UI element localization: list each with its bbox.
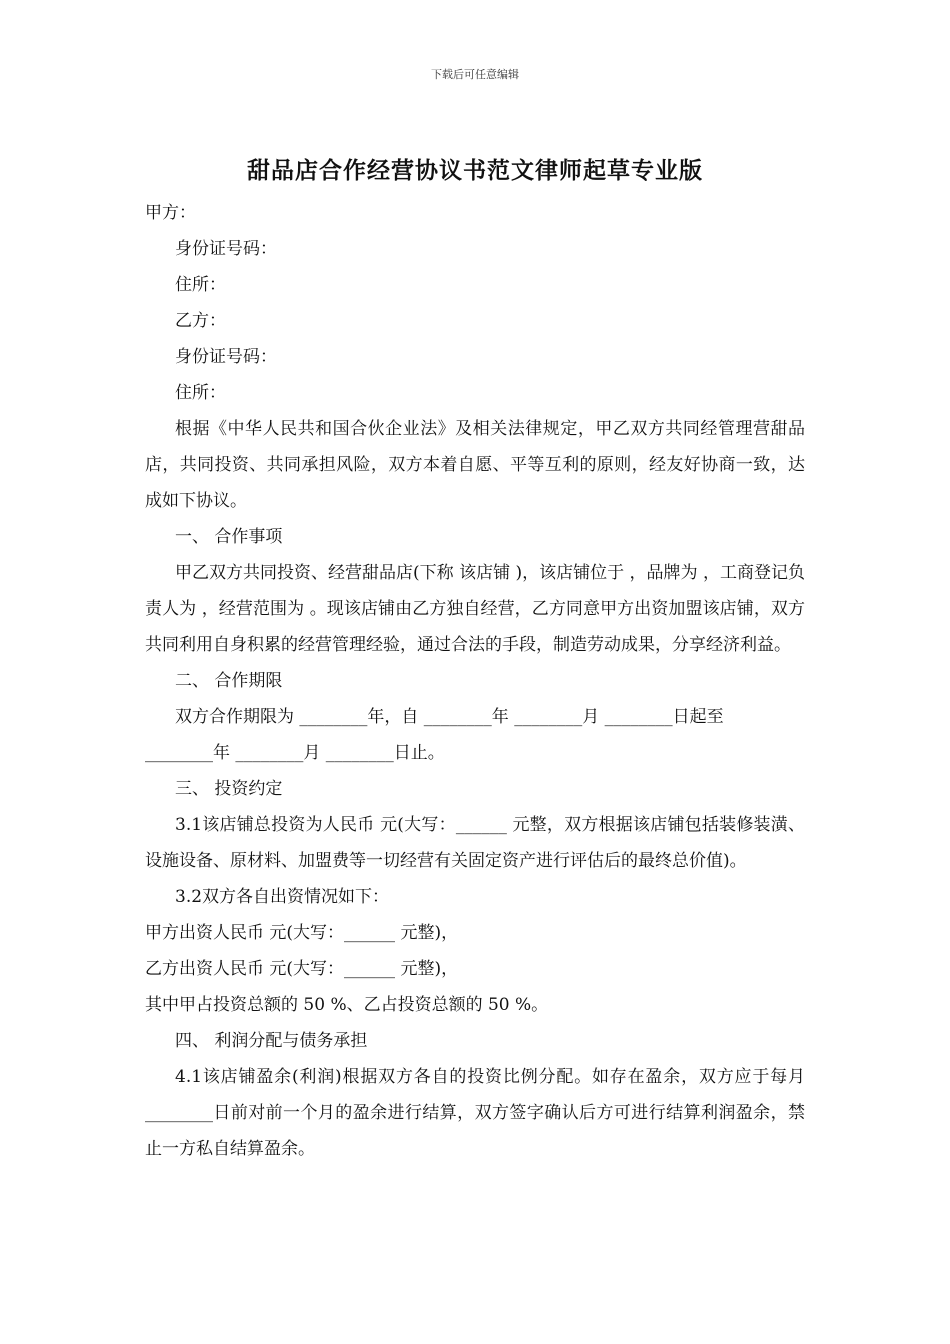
- section-2-heading: 二、 合作期限: [175, 671, 283, 691]
- header-note: 下载后可任意编辑: [431, 68, 519, 81]
- section-1-heading: 一、 合作事项: [175, 527, 283, 547]
- party-b-label: 乙方：: [175, 311, 226, 331]
- section-1-paragraph: 甲乙双方共同投资、经营甜品店(下称 该店铺 )，该店铺位于 ，品牌为 ，工商登记负责人为 ，经营范围为 。现该店铺由乙方独自经营，乙方同意甲方出资加盟该店铺，双方共同利用自身积累的经营管理经验，通过合法的手段，制造劳动成果，分享经济利益。: [145, 563, 805, 655]
- party-a-id: 身份证号码：: [175, 239, 277, 259]
- intro-paragraph: 根据《中华人民共和国合伙企业法》及相关法律规定，甲乙双方共同经管理营甜品店，共同投资、共同承担风险，双方本着自愿、平等互利的原则，经友好协商一致，达成如下协议。: [145, 419, 805, 511]
- section-3-1-paragraph: 3.1该店铺总投资为人民币 元(大写：______ 元整，双方根据该店铺包括装修装潢、设施设备、原材料、加盟费等一切经营有关固定资产进行评估后的最终总价值)。: [145, 815, 805, 871]
- party-b-address: 住所：: [175, 383, 226, 403]
- party-a-investment: 甲方出资人民币 元(大写：______ 元整)，: [145, 923, 459, 943]
- document-body: [145, 195, 805, 1167]
- party-b-investment: 乙方出资人民币 元(大写：______ 元整)，: [145, 959, 459, 979]
- section-4-1-paragraph: 4.1该店铺盈余(利润)根据双方各自的投资比例分配。如存在盈余，双方应于每月 ________日前对前一个月的盈余进行结算，双方签字确认后方可进行结算利润盈余，禁止一方私自结算盈余。: [145, 1067, 805, 1159]
- party-a-label: 甲方：: [145, 203, 196, 223]
- section-4-heading: 四、 利润分配与债务承担: [175, 1031, 368, 1051]
- document-title: 甜品店合作经营协议书范文律师起草专业版: [247, 158, 703, 184]
- section-3-2-heading: 3.2双方各自出资情况如下：: [175, 887, 390, 907]
- investment-ratio: 其中甲占投资总额的 50 %、乙占投资总额的 50 %。: [145, 995, 549, 1015]
- section-3-heading: 三、 投资约定: [175, 779, 283, 799]
- section-2-term-line-2: ________年 ________月 ________日止。: [145, 743, 445, 763]
- section-2-term-line-1: 双方合作期限为 ________年，自 ________年 ________月 ________日起至: [175, 707, 724, 727]
- party-a-address: 住所：: [175, 275, 226, 295]
- party-b-id: 身份证号码：: [175, 347, 277, 367]
